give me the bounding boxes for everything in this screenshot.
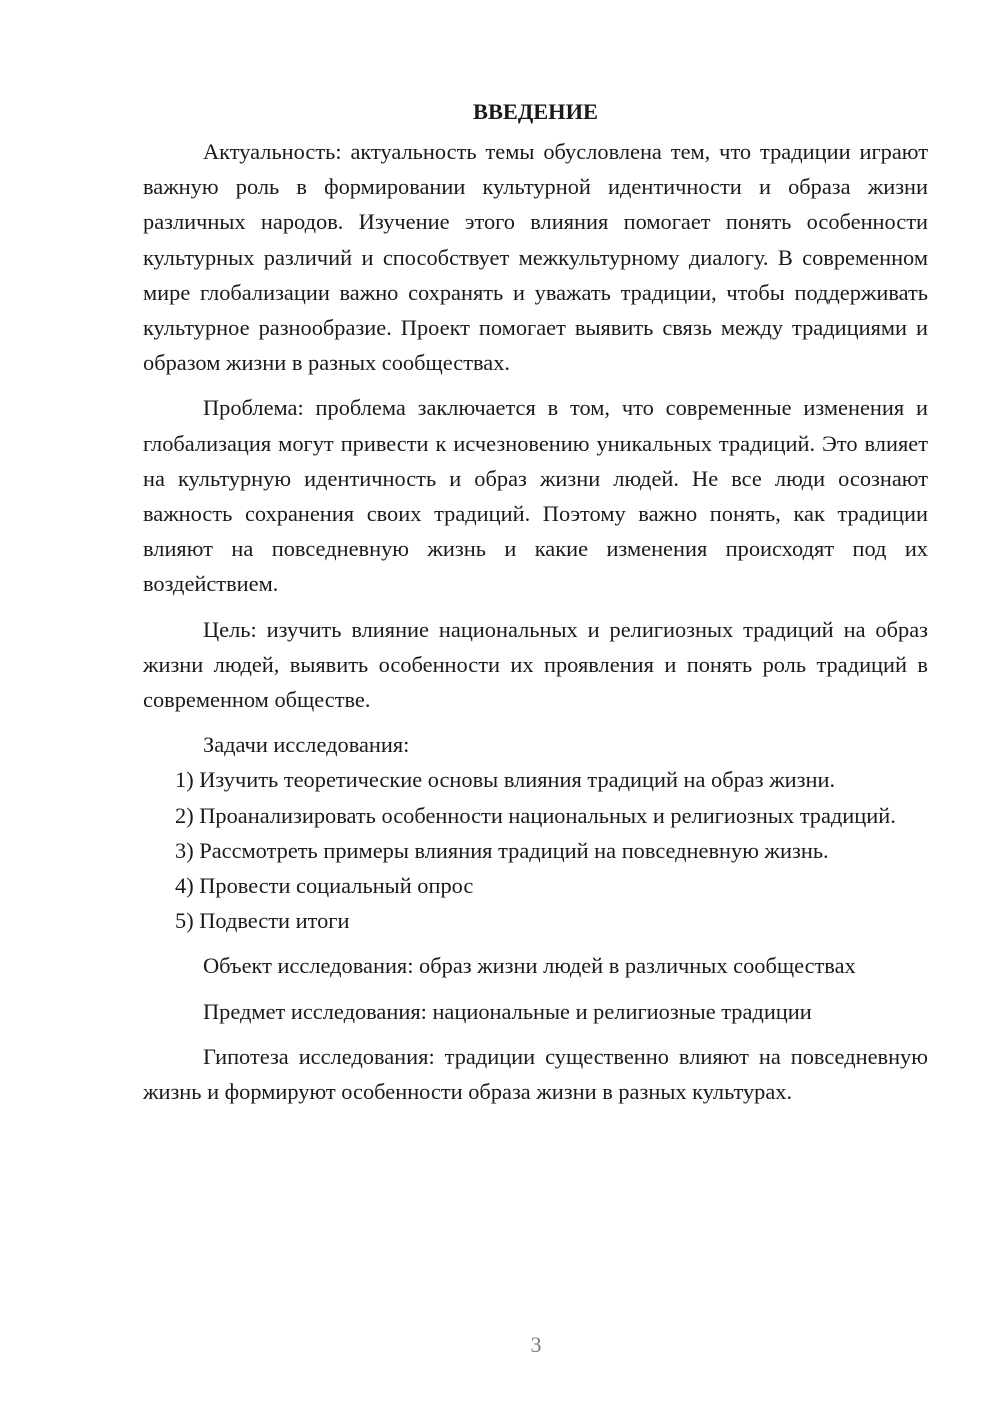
relevance-paragraph: Актуальность: актуальность темы обусловлена тем, что традиции играют важную роль в формировании культурной идентичности и образа жизни различных народов. Изучение этого влияния помогает понять особенности культурных различий и способствует межкультурному диалогу. В современном мире глобализации важно сохранять и уважать традиции, чтобы поддерживать культурное разнообразие. Проект помогает выявить связь между традициями и образом жизни в разных сообществах. (143, 139, 928, 376)
hypothesis-paragraph: Гипотеза исследования: традиции существенно влияют на повседневную жизнь и формируют особенности образа жизни в разных культурах. (143, 1043, 928, 1105)
page-number: 3 (530, 1332, 542, 1357)
task-item-5: 5) Подвести итоги (175, 908, 350, 934)
goal-paragraph: Цель: изучить влияние национальных и религиозных традиций на образ жизни людей, выявить особенности их проявления и понять роль традиций в современном обществе. (143, 616, 928, 713)
tasks-heading: Задачи исследования: (203, 732, 410, 758)
task-item-2: 2) Проанализировать особенности национальных и религиозных традиций. (175, 802, 896, 828)
research-subject-paragraph: Предмет исследования: национальные и религиозные традиции (203, 998, 812, 1024)
problem-paragraph: Проблема: проблема заключается в том, что современные изменения и глобализация могут привести к исчезновению уникальных традиций. Это влияет на культурную идентичность и образ жизни людей. Не все люди осознают важность сохранения своих традиций. Поэтому важно понять, как традиции влияют на повседневную жизнь и какие изменения происходят под их воздействием. (143, 395, 928, 597)
task-item-3: 3) Рассмотреть примеры влияния традиций на повседневную жизнь. (175, 837, 829, 863)
task-item-1: 1) Изучить теоретические основы влияния традиций на образ жизни. (175, 767, 836, 793)
document-body (143, 96, 928, 1109)
research-object-paragraph: Объект исследования: образ жизни людей в различных сообществах (203, 953, 856, 979)
task-item-4: 4) Провести социальный опрос (175, 873, 474, 899)
page-title: ВВЕДЕНИЕ (473, 99, 598, 124)
